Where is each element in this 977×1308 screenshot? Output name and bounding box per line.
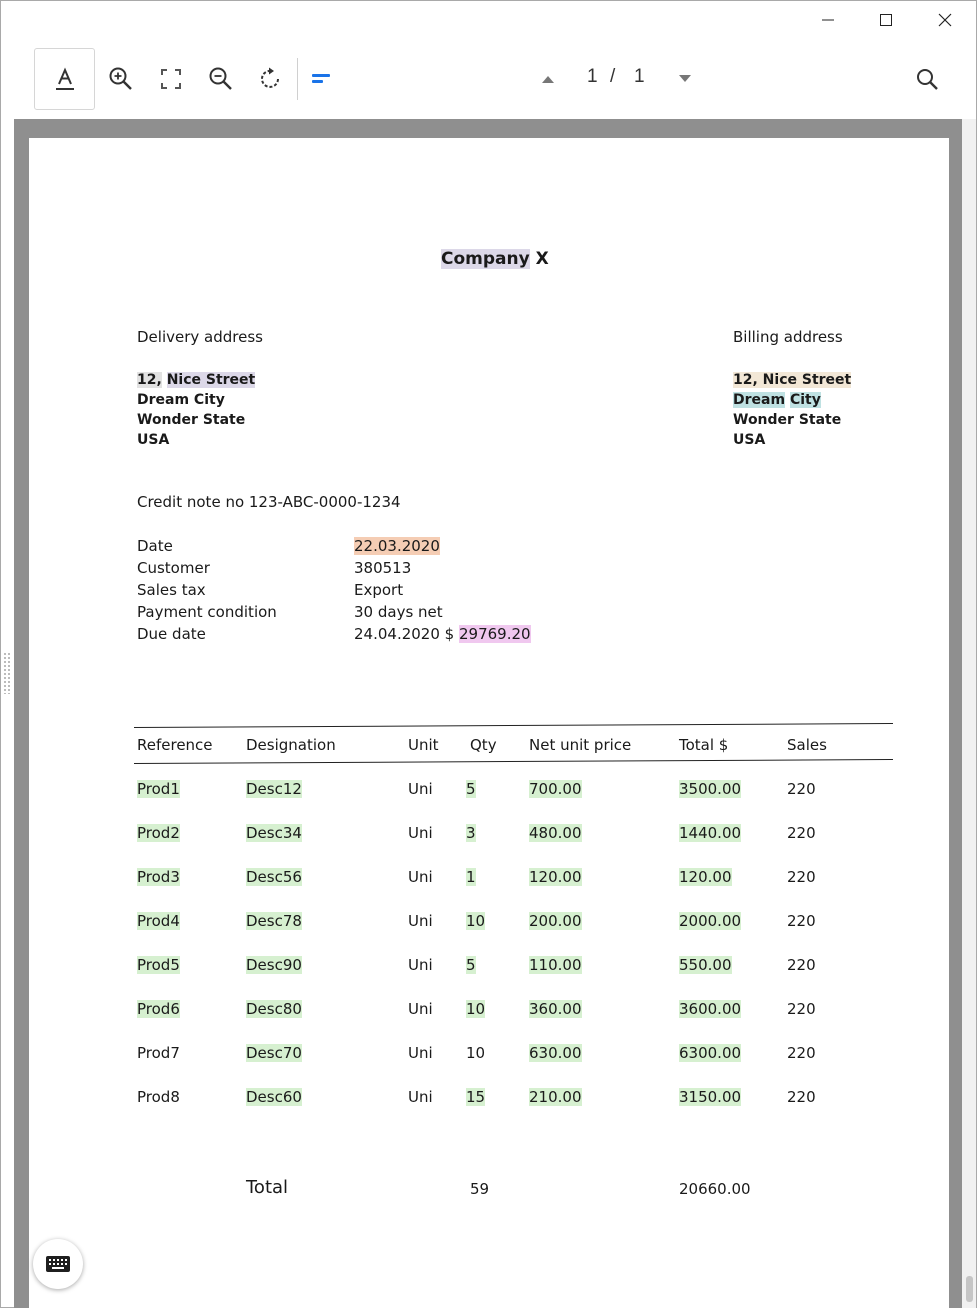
- cell-reference: Prod1: [137, 780, 180, 798]
- table-row: [29, 1088, 949, 1112]
- cell-unit: Uni: [408, 956, 433, 974]
- table-header: [29, 736, 949, 760]
- table-row: [29, 912, 949, 936]
- cell-sales: 220: [787, 1088, 816, 1106]
- header-sales: Sales: [787, 736, 827, 754]
- zoom-in-icon: [108, 66, 134, 92]
- cell-qty: 5: [466, 780, 476, 798]
- cell-unit: Uni: [408, 780, 433, 798]
- cell-reference: Prod2: [137, 824, 180, 842]
- zoom-out-icon: [208, 66, 234, 92]
- zoom-in-button[interactable]: [96, 48, 146, 110]
- billing-city-word2: City: [789, 392, 821, 408]
- cell-total: 120.00: [679, 868, 732, 886]
- cell-total: 3150.00: [679, 1088, 742, 1106]
- total-label: Total: [246, 1177, 289, 1198]
- cell-net-unit-price: 480.00: [529, 824, 582, 842]
- zoom-out-button[interactable]: [196, 48, 246, 110]
- cell-qty: 10: [466, 1044, 486, 1062]
- delivery-state: Wonder State: [137, 412, 246, 428]
- cell-sales: 220: [787, 956, 816, 974]
- keyboard-button[interactable]: [33, 1239, 83, 1289]
- rotate-button[interactable]: [246, 48, 296, 110]
- company-name-word2: X: [535, 249, 549, 269]
- cell-net-unit-price: 200.00: [529, 912, 582, 930]
- credit-note-number: Credit note no 123-ABC-0000-1234: [137, 493, 401, 511]
- header-net-unit-price: Net unit price: [529, 736, 632, 754]
- table-row: [29, 1000, 949, 1024]
- vertical-scrollbar[interactable]: [962, 119, 976, 1308]
- cell-reference: Prod3: [137, 868, 180, 886]
- cell-sales: 220: [787, 912, 816, 930]
- outline-icon: [310, 72, 334, 86]
- table-row: [29, 956, 949, 980]
- cell-unit: Uni: [408, 912, 433, 930]
- due-amount: 29769.20: [458, 625, 531, 643]
- next-page-button[interactable]: [660, 48, 710, 110]
- cell-net-unit-price: 210.00: [529, 1088, 582, 1106]
- cell-qty: 15: [466, 1088, 486, 1106]
- fit-page-button[interactable]: [146, 48, 196, 110]
- cell-sales: 220: [787, 824, 816, 842]
- billing-street: [733, 372, 851, 388]
- page-separator: /: [610, 66, 616, 87]
- cell-designation: Desc12: [246, 780, 302, 798]
- cell-sales: 220: [787, 1044, 816, 1062]
- cell-reference: Prod6: [137, 1000, 180, 1018]
- billing-city: [733, 392, 821, 408]
- header-designation: Designation: [246, 736, 336, 754]
- cell-qty: 5: [466, 956, 476, 974]
- document-page: [29, 138, 949, 1308]
- cell-unit: Uni: [408, 1088, 433, 1106]
- company-name: [441, 249, 549, 269]
- side-panel-resize-handle[interactable]: [3, 652, 11, 694]
- caret-up-icon: [541, 74, 555, 84]
- cell-total: 3600.00: [679, 1000, 742, 1018]
- date-label: Date: [137, 537, 173, 555]
- header-reference: Reference: [137, 736, 213, 754]
- delivery-city: Dream City: [137, 392, 225, 408]
- cell-sales: 220: [787, 868, 816, 886]
- cell-net-unit-price: 120.00: [529, 868, 582, 886]
- table-top-rule: [134, 723, 893, 728]
- cell-sales: 220: [787, 780, 816, 798]
- cell-qty: 10: [466, 912, 486, 930]
- cell-designation: Desc78: [246, 912, 302, 930]
- total-amount: 20660.00: [679, 1180, 751, 1198]
- billing-heading: Billing address: [733, 328, 843, 346]
- cell-net-unit-price: 700.00: [529, 780, 582, 798]
- cell-designation: Desc90: [246, 956, 302, 974]
- outline-button[interactable]: [297, 48, 347, 110]
- cell-total: 3500.00: [679, 780, 742, 798]
- cell-designation: Desc56: [246, 868, 302, 886]
- close-button[interactable]: [930, 6, 960, 34]
- table-row: [29, 868, 949, 892]
- cell-unit: Uni: [408, 824, 433, 842]
- scrollbar-thumb[interactable]: [966, 1276, 973, 1302]
- due-date-text: 24.04.2020 $: [354, 625, 455, 643]
- cell-reference: Prod7: [137, 1044, 180, 1062]
- rotate-icon: [258, 66, 284, 92]
- cell-net-unit-price: 110.00: [529, 956, 582, 974]
- cell-unit: Uni: [408, 1000, 433, 1018]
- header-total: Total $: [679, 736, 729, 754]
- delivery-country: USA: [137, 432, 170, 448]
- sales-tax-label: Sales tax: [137, 581, 206, 599]
- billing-street-text: 12, Nice Street: [733, 372, 852, 388]
- sales-tax-value: Export: [354, 581, 404, 599]
- cell-net-unit-price: 360.00: [529, 1000, 582, 1018]
- fit-page-icon: [160, 68, 182, 90]
- due-date-label: Due date: [137, 625, 206, 643]
- cell-designation: Desc70: [246, 1044, 302, 1062]
- delivery-heading: Delivery address: [137, 328, 263, 346]
- cell-total: 2000.00: [679, 912, 742, 930]
- cell-designation: Desc60: [246, 1088, 302, 1106]
- text-select-button[interactable]: [34, 48, 95, 110]
- cell-unit: Uni: [408, 1044, 433, 1062]
- cell-qty: 3: [466, 824, 476, 842]
- total-qty: 59: [470, 1180, 490, 1198]
- header-qty: Qty: [470, 736, 497, 754]
- keyboard-icon: [46, 1256, 70, 1272]
- date-value: 22.03.2020: [354, 537, 440, 555]
- customer-value: 380513: [354, 559, 412, 577]
- delivery-street-number: 12,: [137, 372, 162, 388]
- cell-net-unit-price: 630.00: [529, 1044, 582, 1062]
- search-button[interactable]: [902, 48, 952, 110]
- close-icon: [938, 13, 952, 27]
- delivery-street: [137, 372, 255, 388]
- delivery-street-name: Nice Street: [166, 372, 256, 388]
- payment-condition-value: 30 days net: [354, 603, 443, 621]
- text-select-icon: [54, 67, 76, 91]
- cell-sales: 220: [787, 1000, 816, 1018]
- cell-qty: 10: [466, 1000, 486, 1018]
- cell-unit: Uni: [408, 868, 433, 886]
- cell-reference: Prod4: [137, 912, 180, 930]
- billing-country: USA: [733, 432, 766, 448]
- table-row: [29, 824, 949, 848]
- cell-reference: Prod5: [137, 956, 180, 974]
- caret-down-icon: [678, 74, 692, 84]
- company-name-word1: Company: [441, 249, 530, 269]
- search-icon: [915, 67, 939, 91]
- minimize-button[interactable]: [813, 6, 843, 34]
- billing-state: Wonder State: [733, 412, 842, 428]
- cell-reference: Prod8: [137, 1088, 180, 1106]
- cell-total: 1440.00: [679, 824, 742, 842]
- cell-qty: 1: [466, 868, 476, 886]
- page-current[interactable]: 1: [587, 66, 598, 87]
- header-unit: Unit: [408, 736, 439, 754]
- cell-designation: Desc34: [246, 824, 302, 842]
- page-total: 1: [634, 66, 645, 87]
- cell-designation: Desc80: [246, 1000, 302, 1018]
- cell-total: 550.00: [679, 956, 732, 974]
- payment-condition-label: Payment condition: [137, 603, 277, 621]
- due-date-value: [354, 625, 531, 643]
- minimize-icon: [821, 13, 835, 27]
- maximize-icon: [879, 13, 893, 27]
- maximize-button[interactable]: [871, 6, 901, 34]
- customer-label: Customer: [137, 559, 210, 577]
- table-row: [29, 780, 949, 804]
- table-row: [29, 1044, 949, 1068]
- billing-city-word1: Dream: [733, 392, 786, 408]
- cell-total: 6300.00: [679, 1044, 742, 1062]
- previous-page-button[interactable]: [523, 48, 573, 110]
